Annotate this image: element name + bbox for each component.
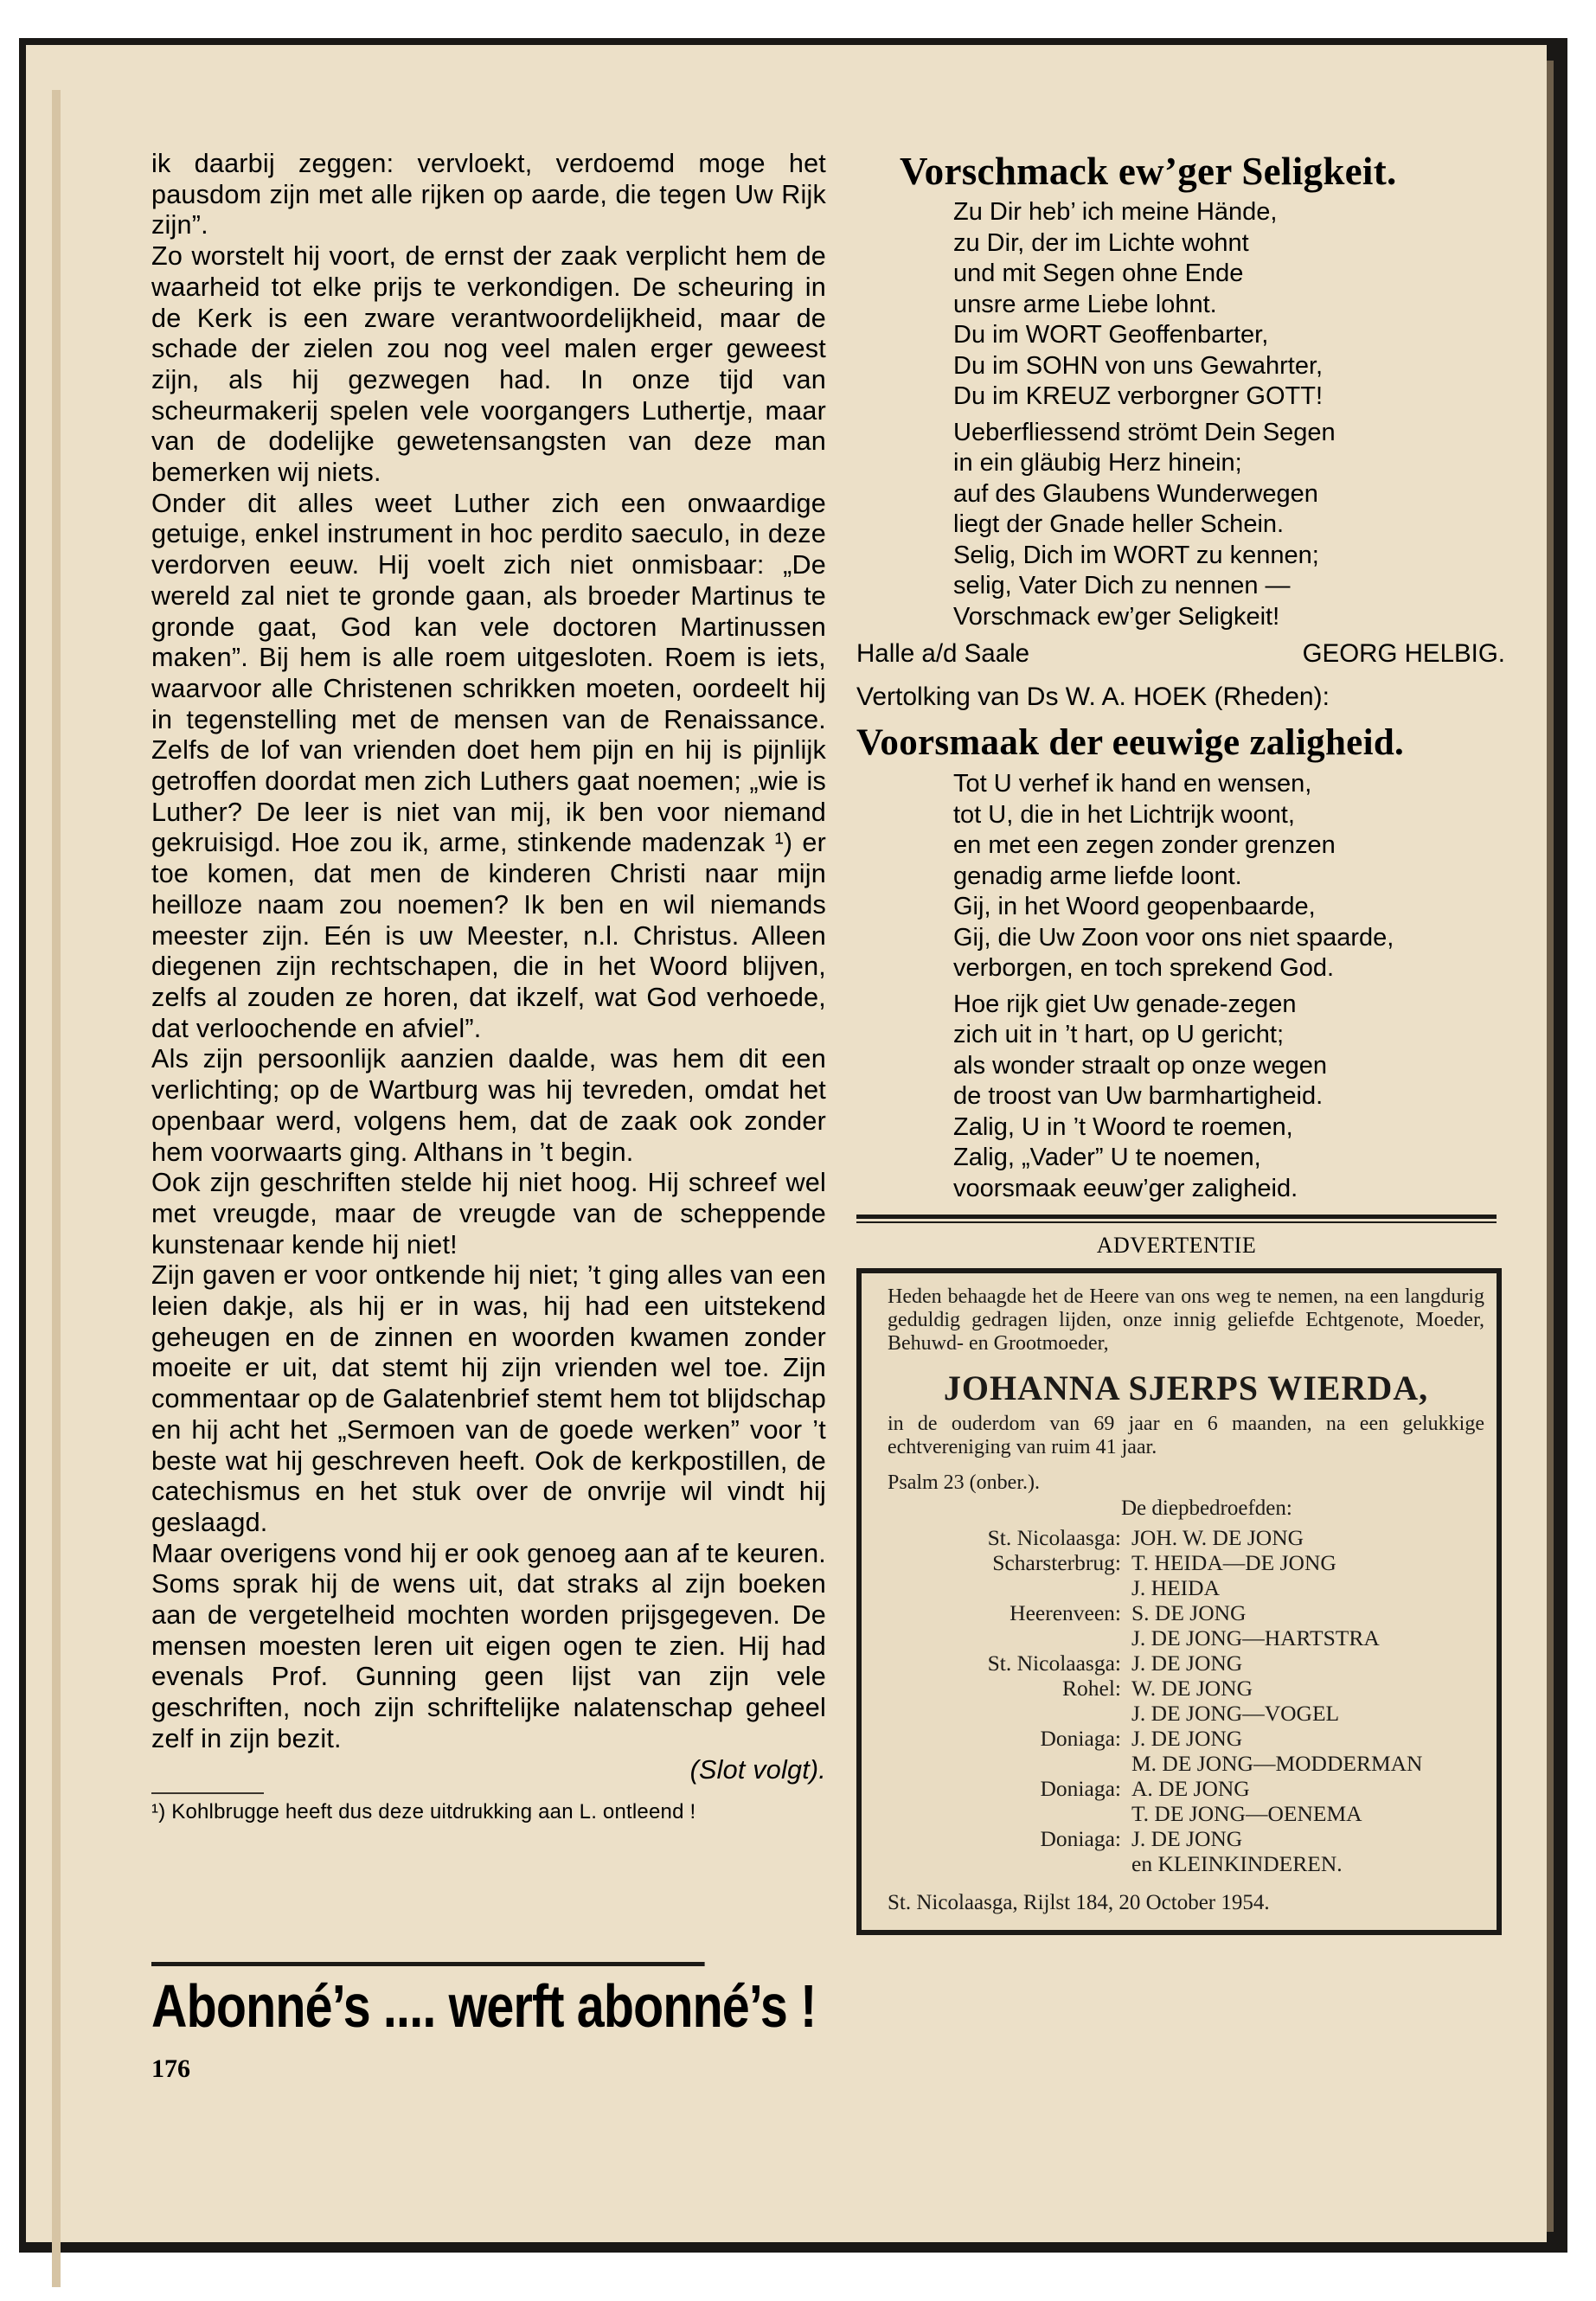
family-name: J. DE JONG—HARTSTRA bbox=[1131, 1625, 1380, 1650]
footnote-divider bbox=[151, 1792, 264, 1794]
poem-line: Tot U verhef ik hand en wensen, bbox=[953, 770, 1312, 798]
notice-footer: St. Nicolaasga, Rijlst 184, 20 October 1954. bbox=[888, 1891, 1270, 1914]
poem-line: de troost van Uw barmhartigheid. bbox=[953, 1082, 1324, 1110]
poem-column bbox=[856, 149, 1531, 1935]
family-place: Scharsterbrug: bbox=[992, 1550, 1121, 1575]
poem-line: Selig, Dich im WORT zu kennen; bbox=[953, 541, 1319, 569]
subscription-slogan: Abonné’s .... werft abonné’s ! bbox=[151, 1962, 705, 2041]
dutch-poem-title: Voorsmaak der eeuwige zaligheid. bbox=[856, 722, 1405, 763]
poem-line: Du im KREUZ verborgner GOTT! bbox=[953, 382, 1324, 410]
dutch-stanza-2 bbox=[953, 990, 1531, 1205]
paragraph-4: Als zijn persoonlijk aanzien daalde, was hem dit een verlichting; op de Wartburg was hij tevreden, omdat het openbaar werd, volgens hem, dat de zaak ook zonder hem voorwaarts ging. Althans in ’t begin. bbox=[151, 1044, 826, 1167]
notice-intro: Heden behaagde het de Heere van ons weg te nemen, na een langdurig geduldig gedragen lijden, onze innig geliefde Echtgenote, Moeder, Behuwd- en Grootmoeder, bbox=[888, 1285, 1484, 1355]
translation-credit: Vertolking van Ds W. A. HOEK (Rheden): bbox=[856, 683, 1330, 711]
family-name: W. DE JONG bbox=[1131, 1676, 1253, 1701]
family-row bbox=[888, 1676, 1422, 1726]
poem-line: tot U, die in het Lichtrijk woont, bbox=[953, 800, 1295, 829]
poem-line: Zalig, U in ’t Woord te roemen, bbox=[953, 1112, 1293, 1141]
poem-line: Gij, in het Woord geopenbaarde, bbox=[953, 893, 1316, 920]
to-be-continued: (Slot volgt). bbox=[689, 1754, 826, 1785]
section-divider bbox=[856, 1221, 1497, 1223]
deceased-name: JOHANNA SJERPS WIERDA, bbox=[943, 1368, 1429, 1407]
paragraph-7: Maar overigens vond hij er ook genoeg aan af te keuren. Soms sprak hij de wens uit, dat straks al zijn boeken aan de vergetelheid mochten worden prijsgegeven. De mensen moesten leren uit eigen ogen te zien. Hij had evenals Prof. Gunning geen lijst van zijn vele geschriften, noch zijn schriftelijke nalatenschap geheel zelf in zijn bezit. bbox=[151, 1538, 826, 1753]
family-row bbox=[888, 1650, 1422, 1676]
poem-line: liegt der Gnade heller Schein. bbox=[953, 510, 1285, 538]
family-name: en KLEINKINDEREN. bbox=[1131, 1851, 1343, 1876]
family-name: A. DE JONG bbox=[1131, 1776, 1250, 1801]
family-name: T. HEIDA—DE JONG bbox=[1131, 1550, 1336, 1575]
article-column bbox=[151, 149, 826, 1825]
family-place: Doniaga: bbox=[1040, 1726, 1121, 1751]
family-place: Rohel: bbox=[1062, 1676, 1121, 1701]
poem-line: unsre arme Liebe lohnt. bbox=[953, 290, 1217, 318]
family-name: J. DE JONG bbox=[1131, 1726, 1243, 1751]
family-name: J. DE JONG bbox=[1131, 1826, 1243, 1851]
poem-line: in ein gläubig Herz hinein; bbox=[953, 449, 1242, 477]
family-name: JOH. W. DE JONG bbox=[1131, 1525, 1304, 1550]
footnote: ¹) Kohlbrugge heeft dus deze uitdrukking aan L. ontleend ! bbox=[151, 1800, 696, 1824]
family-row bbox=[888, 1826, 1422, 1876]
page-spine bbox=[1547, 61, 1554, 2232]
death-notice bbox=[856, 1268, 1502, 1935]
poem-line: voorsmaak eeuw’ger zaligheid. bbox=[953, 1174, 1298, 1202]
family-name: M. DE JONG—MODDERMAN bbox=[1131, 1751, 1423, 1776]
poem-line: zu Dir, der im Lichte wohnt bbox=[953, 228, 1249, 257]
family-row bbox=[888, 1776, 1422, 1826]
family-place: Doniaga: bbox=[1040, 1826, 1121, 1851]
poem-line: als wonder straalt op onze wegen bbox=[953, 1051, 1328, 1080]
family-list bbox=[888, 1525, 1422, 1876]
poem-line: Du im SOHN von uns Gewahrter, bbox=[953, 351, 1324, 380]
poem-line: auf des Glaubens Wunderwegen bbox=[953, 479, 1318, 508]
family-name: J. HEIDA bbox=[1131, 1575, 1220, 1600]
paragraph-1: ik daarbij zeggen: vervloekt, verdoemd moge het pausdom zijn met alle rijken op aarde, die tegen Uw Rijk zijn”. bbox=[151, 149, 826, 240]
poem-line: Ueberfliessend strömt Dein Segen bbox=[953, 418, 1336, 446]
notice-detail: in de ouderdom van 69 jaar en 6 maanden, na een gelukkige echtvereniging van ruim 41 jaar. bbox=[888, 1413, 1484, 1458]
advertisement-label: ADVERTENTIE bbox=[1096, 1233, 1257, 1258]
family-row bbox=[888, 1600, 1422, 1650]
family-row bbox=[888, 1550, 1422, 1600]
family-row bbox=[888, 1726, 1422, 1776]
poem-line: verborgen, en toch sprekend God. bbox=[953, 954, 1335, 982]
german-poem-title: Vorschmack ew’ger Seligkeit. bbox=[900, 150, 1397, 193]
poem-line: en met een zegen zonder grenzen bbox=[953, 831, 1336, 859]
family-place: St. Nicolaasga: bbox=[987, 1650, 1121, 1676]
family-place: Doniaga: bbox=[1040, 1776, 1121, 1801]
paragraph-5: Ook zijn geschriften stelde hij niet hoog. Hij schreef wel met vreugde, maar de vreugde van de scheppende kunstenaar kende hij niet! bbox=[151, 1168, 826, 1259]
poem-line: Zalig, „Vader” U te noemen, bbox=[953, 1144, 1261, 1171]
poem-place: Halle a/d Saale bbox=[856, 639, 1030, 668]
family-name: T. DE JONG—OENEMA bbox=[1131, 1801, 1362, 1826]
poem-line: Du im WORT Geoffenbarter, bbox=[953, 321, 1269, 349]
german-stanza-1 bbox=[953, 197, 1531, 413]
poem-line: Gij, die Uw Zoon voor ons niet spaarde, bbox=[953, 923, 1394, 952]
poem-line: Zu Dir heb’ ich meine Hände, bbox=[953, 198, 1278, 226]
poem-line: Hoe rijk giet Uw genade-zegen bbox=[953, 990, 1297, 1018]
family-place: St. Nicolaasga: bbox=[987, 1525, 1121, 1550]
poem-line: genadig arme liefde loont. bbox=[953, 862, 1242, 890]
poem-credit bbox=[856, 638, 1531, 670]
poem-line: und mit Segen ohne Ende bbox=[953, 260, 1244, 287]
paragraph-2: Zo worstelt hij voort, de ernst der zaak verplicht hem de waarheid tot elke prijs te verkondigen. De scheuring in de Kerk is een zware verantwoordelijkheid, maar de schade der zielen zou nog veel malen erger geweest zijn, als hij gezwegen had. In onze tijd van scheurmakerij spelen vele voorgangers Luthertje, maar van de dodelijke gewetensangsten van deze man bemerken wij niets. bbox=[151, 241, 826, 488]
poem-author: GEORG HELBIG. bbox=[1302, 639, 1505, 668]
family-place: Heerenveen: bbox=[1010, 1600, 1121, 1625]
family-name: J. DE JONG bbox=[1131, 1650, 1243, 1676]
mourners-heading: De diepbedroefden: bbox=[1121, 1497, 1292, 1520]
page-edge bbox=[52, 90, 61, 2287]
paragraph-3: Onder dit alles weet Luther zich een onwaardige getuige, enkel instrument in hoc perdito saeculo, in deze verdorven eeuw. Hij voelt zich niet onmisbaar: „De wereld zal niet te gronde gaan, als broeder Martinus te gronde gaat, God kan vele doctoren Martinussen maken”. Bij hem is alle roem uitgesloten. Roem is iets, waarvoor alle Christenen schrikken moeten, oordeelt hij in tegenstelling met de mensen van de Renaissance. Zelfs de lof van vrienden doet hem pijn en hij is pijnlijk getroffen doordat men zich Luthers gaat noemen; „wie is Luther? De leer is niet van mij, ik ben voor niemand gekruisigd. Hoe zou ik, arme, stinkende madenzak ¹) er toe komen, dat men de kinderen Christi naar mijn heilloze naam zou noemen? Ik ben en wil niemands meester zijn. Eén is uw Meester, n.l. Christus. Alleen diegenen zijn rechtschapen, die in het Woord blijven, zelfs al zouden ze horen, dat ikzelf, wat God verhoede, dat verloochende en afviel”. bbox=[151, 488, 826, 1043]
section-divider bbox=[856, 1215, 1497, 1219]
paragraph-6: Zijn gaven er voor ontkende hij niet; ’t ging alles van een leien dakje, als hij er in was, hij had een uitstekend geheugen en de zinnen en woorden kwamen zonder moeite er uit, dat stemt hij zijn vrienden wel toe. Zijn commentaar op de Galatenbrief stemt hem tot blijdschap en hij acht het „Sermoen van de goede werken” voor ’t beste wat hij geschreven heeft. Ook de kerkpostillen, de catechismus en het stuk over de onvrije wil vindt hij geslaagd. bbox=[151, 1260, 826, 1537]
family-name: J. DE JONG—VOGEL bbox=[1131, 1701, 1340, 1726]
german-stanza-2 bbox=[953, 418, 1531, 633]
page-number: 176 bbox=[151, 2054, 190, 2083]
poem-line: Vorschmack ew’ger Seligkeit! bbox=[953, 602, 1280, 631]
family-row bbox=[888, 1525, 1422, 1550]
poem-line: selig, Vater Dich zu nennen — bbox=[953, 572, 1291, 599]
poem-line: zich uit in ’t hart, op U gericht; bbox=[953, 1021, 1284, 1048]
dutch-stanza-1 bbox=[953, 769, 1531, 984]
psalm-reference: Psalm 23 (onber.). bbox=[888, 1471, 1040, 1494]
family-name: S. DE JONG bbox=[1131, 1600, 1247, 1625]
